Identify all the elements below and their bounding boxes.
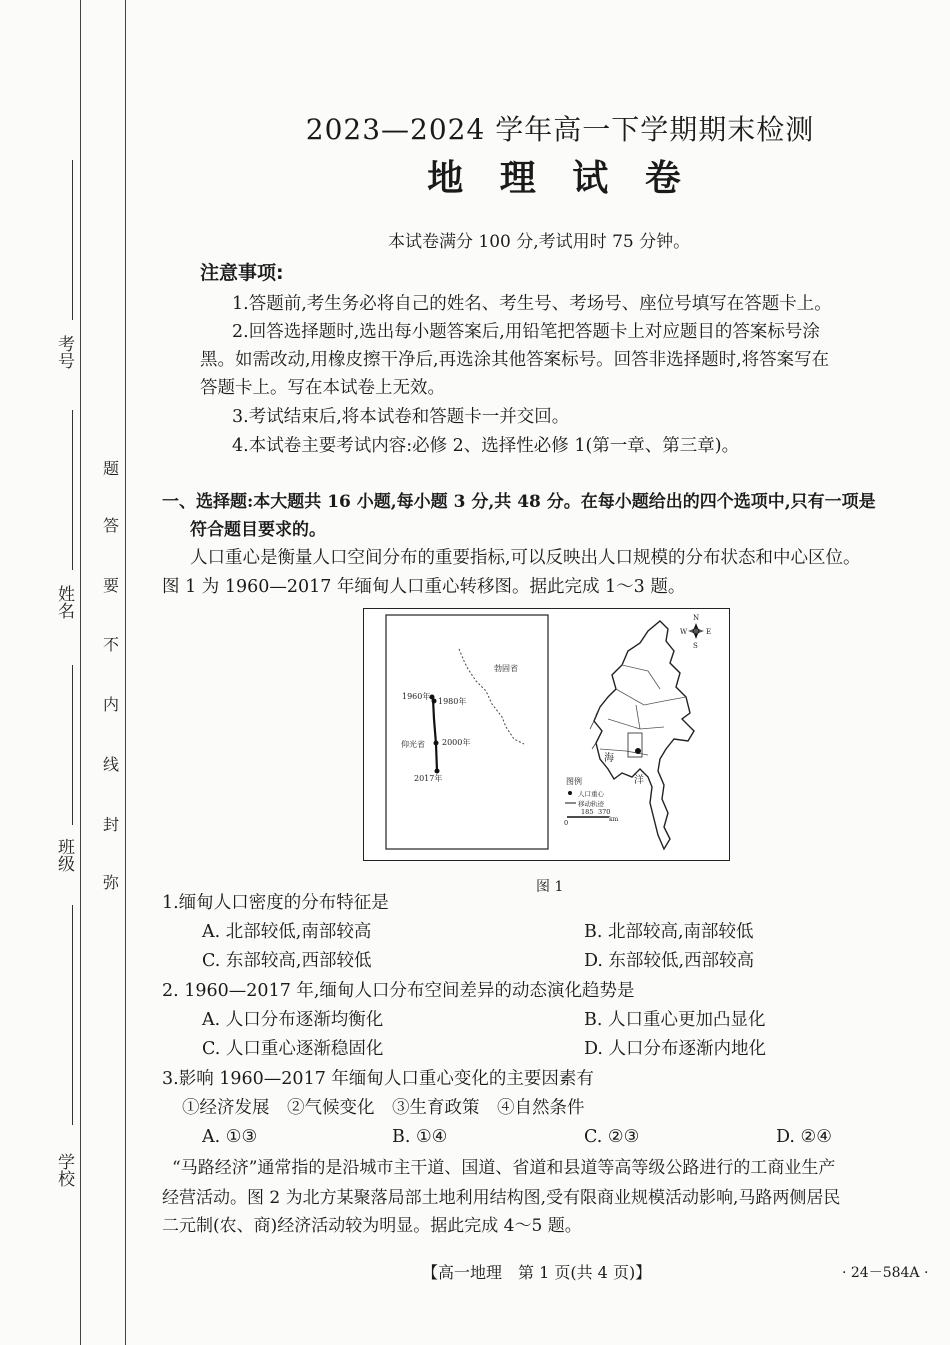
scale-unit: km (609, 816, 619, 823)
compass-n: N (693, 614, 700, 622)
q3-option-a: A. ①③ (202, 1127, 258, 1147)
exam-title: 2023—2024 学年高一下学期期末检测 (305, 113, 815, 146)
intro-line-1: 人口重心是衡量人口空间分布的重要指标,可以反映出人口规模的分布状态和中心区位。 (190, 548, 861, 568)
figure1-map (363, 608, 730, 861)
seal-char-7: 封 (103, 815, 120, 834)
compass-icon (688, 623, 704, 639)
label-banji: 班级 (54, 838, 74, 872)
q3-factors: ①经济发展 ②气候变化 ③生育政策 ④自然条件 (182, 1098, 585, 1118)
notes-heading: 注意事项: (200, 262, 284, 284)
notes-line-2: 2.回答选择题时,选出每小题答案后,用铅笔把答题卡上对应题目的答案标号涂 (232, 322, 820, 342)
notes-line-1: 1.答题前,考生务必将自己的姓名、考生号、考场号、座位号填写在答题卡上。 (232, 294, 832, 314)
passage2-line-3: 二元制(农、商)经济活动较为明显。据此完成 4～5 题。 (162, 1216, 582, 1236)
notes-line-3: 黑。如需改动,用橡皮擦干净后,再选涂其他答案标号。回答非选择题时,将答案写在 (200, 350, 830, 370)
q2-option-a: A. 人口分布逐渐均衡化 (202, 1010, 384, 1030)
compass-s: S (693, 642, 698, 650)
intro-line-2: 图 1 为 1960—2017 年缅甸人口重心转移图。据此完成 1～3 题。 (162, 577, 686, 597)
page-footer: 【高一地理 第 1 页(共 4 页)】 (422, 1263, 652, 1282)
label-kaohao: 考号 (54, 335, 74, 369)
seal-char-8: 弥 (103, 873, 120, 892)
seal-char-1: 题 (103, 459, 120, 478)
legend-dot-icon (568, 791, 572, 795)
notes-line-5: 3.考试结束后,将本试卷和答题卡一并交回。 (232, 407, 570, 427)
q3-option-c: C. ②③ (584, 1127, 640, 1147)
center-point-2017 (435, 769, 440, 774)
inset-frame (386, 615, 548, 849)
figure1-caption: 图 1 (536, 879, 564, 895)
q1-option-c: C. 东部较高,西部较低 (202, 951, 372, 971)
label-2000: 2000年 (442, 738, 471, 747)
section1-heading-line1: 一、选择题:本大题共 16 小题,每小题 3 分,共 48 分。在每小题给出的四个选项中,只有一项是 (162, 492, 876, 512)
seal-char-4: 不 (103, 635, 120, 654)
seal-char-2: 答 (103, 516, 120, 535)
q2-option-c: C. 人口重心逐渐稳固化 (202, 1039, 384, 1059)
label-ocean: 洋 (634, 775, 644, 786)
xuexiao-fill-line (72, 905, 73, 1125)
label-1960: 1960年 (402, 692, 431, 701)
q3-option-d: D. ②④ (776, 1127, 832, 1147)
q2-option-d: D. 人口分布逐渐内地化 (584, 1039, 767, 1059)
label-xingming: 姓名 (54, 585, 74, 619)
q3-option-b: B. ①④ (392, 1127, 448, 1147)
compass-e: E (706, 628, 712, 636)
q1-option-b: B. 北部较高,南部较低 (584, 922, 754, 942)
label-2017: 2017年 (414, 774, 443, 783)
q1-option-d: D. 东部较低,西部较高 (584, 951, 755, 971)
legend-title: 图例 (566, 777, 582, 786)
subject-title: 地 理 试 卷 (427, 157, 693, 199)
notes-line-4: 答题卡上。写在本试卷上无效。 (200, 378, 445, 398)
seal-char-3: 要 (103, 576, 120, 595)
scale-0: 0 (564, 819, 569, 827)
margin-rule-inner (125, 0, 126, 1345)
q1-stem: 1.缅甸人口密度的分布特征是 (162, 893, 389, 913)
seal-char-5: 内 (103, 695, 120, 714)
legend-center: 人口重心 (578, 790, 604, 798)
notes-line-6: 4.本试卷主要考试内容:必修 2、选择性必修 1(第一章、第三章)。 (232, 436, 740, 456)
passage2-line-2: 经营活动。图 2 为北方某聚落局部土地利用结构图,受有限商业规模活动影响,马路两侧居民 (162, 1188, 841, 1208)
banji-fill-line (72, 665, 73, 825)
score-note: 本试卷满分 100 分,考试用时 75 分钟。 (388, 232, 691, 252)
legend-track: 移动轨迹 (578, 800, 604, 808)
section1-heading-line2: 符合题目要求的。 (190, 520, 326, 540)
seal-char-6: 线 (103, 755, 120, 774)
margin-rule-outer (80, 0, 81, 1345)
label-bogu: 勃固省 (494, 664, 518, 673)
label-sea: 海 (604, 753, 614, 764)
center-point-2000 (434, 741, 439, 746)
q3-stem: 3.影响 1960—2017 年缅甸人口重心变化的主要因素有 (162, 1069, 594, 1089)
label-1980: 1980年 (438, 697, 467, 706)
paper-code: · 24－584A · (842, 1265, 929, 1281)
q2-option-b: B. 人口重心更加凸显化 (584, 1010, 766, 1030)
passage2-line-1: “马路经济”通常指的是沿城市主干道、国道、省道和县道等高等级公路进行的工商业生产 (172, 1158, 836, 1178)
q1-option-a: A. 北部较低,南部较高 (202, 922, 372, 942)
xingming-fill-line (72, 410, 73, 570)
national-center-dot (635, 748, 641, 754)
q2-stem: 2. 1960—2017 年,缅甸人口分布空间差异的动态演化趋势是 (162, 981, 635, 1001)
label-xuexiao: 学校 (54, 1153, 74, 1187)
center-point-1980 (432, 699, 437, 704)
label-yangguang: 仰光省 (401, 740, 425, 749)
scale-185: 185 (581, 808, 594, 816)
compass-w: W (680, 628, 688, 636)
scale-370: 370 (598, 808, 611, 816)
